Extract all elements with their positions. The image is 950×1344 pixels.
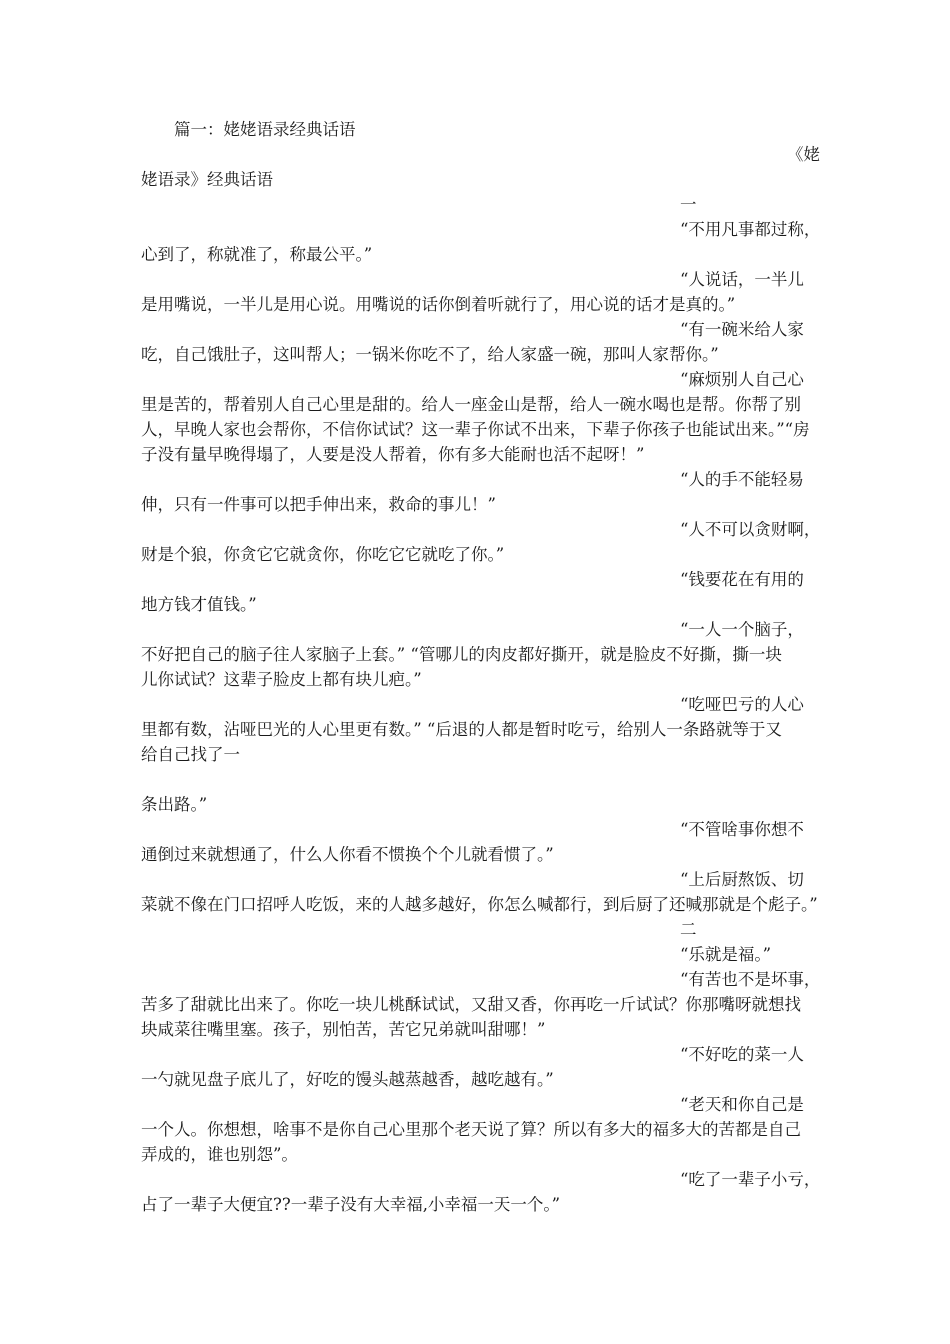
text-line: “人的手不能轻易: [680, 470, 804, 489]
text-line: 一个人。你想想，啥事不是你自己心里那个老天说了算？所以有多大的福多大的苦都是自己: [141, 1120, 801, 1139]
text-line: 苦多了甜就比出来了。你吃一块儿桃酥试试，又甜又香，你再吃一斤试试？你那嘴呀就想找: [141, 995, 801, 1014]
text-line: 心到了，称就准了，称最公平。”: [141, 245, 373, 264]
text-line: “人不可以贪财啊，: [680, 520, 821, 539]
text-line: 菜就不像在门口招呼人吃饭，来的人越多越好，你怎么喊都行，到后厨了还喊那就是个彪子。”: [141, 895, 818, 914]
text-line: “不管啥事你想不: [680, 820, 804, 839]
text-line: “不好吃的菜一人: [680, 1045, 804, 1064]
text-line: “吃了一辈子小亏，: [680, 1170, 821, 1189]
text-line: “乐就是福。”: [680, 945, 772, 964]
text-line: 儿你试试？这辈子脸皮上都有块儿疤。”: [141, 670, 422, 689]
text-line: “人说话，一半儿: [680, 270, 804, 289]
text-line: 财是个狼，你贪它它就贪你，你吃它它就吃了你。”: [141, 545, 505, 564]
text-line: 伸，只有一件事可以把手伸出来，救命的事儿！”: [141, 495, 496, 514]
text-line: 人，早晚人家也会帮你，不信你试试？这一辈子你试不出来，下辈子你孩子也能试出来。”“房: [141, 420, 810, 439]
section-marker-two: 二: [680, 920, 697, 939]
text-line: 通倒过来就想通了，什么人你看不惯换个个儿就看惯了。”: [141, 845, 554, 864]
title-line-2: 姥语录》经典话语: [141, 170, 273, 189]
text-line: 给自己找了一: [141, 745, 240, 764]
text-line: 条出路。”: [141, 795, 208, 814]
text-line: 不好把自己的脑子往人家脑子上套。” “管哪儿的肉皮都好撕开，就是脸皮不好撕，撕一块: [141, 645, 782, 664]
text-line: “有苦也不是坏事，: [680, 970, 821, 989]
text-line: “麻烦别人自己心: [680, 370, 804, 389]
text-line: 里是苦的，帮着别人自己心里是甜的。给人一座金山是帮，给人一碗水喝也是帮。你帮了别: [141, 395, 801, 414]
text-line: “有一碗米给人家: [680, 320, 804, 339]
text-line: 是用嘴说，一半儿是用心说。用嘴说的话你倒着听就行了，用心说的话才是真的。”: [141, 295, 736, 314]
section-marker-one: 一: [680, 195, 697, 214]
text-line: 弄成的，谁也别怨”。: [141, 1145, 298, 1164]
text-line: “不用凡事都过称，: [680, 220, 821, 239]
text-line: 占了一辈子大便宜??一辈子没有大幸福,小幸福一天一个。”: [141, 1195, 561, 1214]
text-line: “上后厨熬饭、切: [680, 870, 804, 889]
text-line: “老天和你自己是: [680, 1095, 804, 1114]
text-line: 块咸菜往嘴里塞。孩子，别怕苦，苦它兄弟就叫甜哪！”: [141, 1020, 546, 1039]
text-line: 子没有量早晚得塌了，人要是没人帮着，你有多大能耐也活不起呀！”: [141, 445, 645, 464]
text-line: 吃，自己饿肚子，这叫帮人；一锅米你吃不了，给人家盛一碗，那叫人家帮你。”: [141, 345, 719, 364]
document-heading: 篇一：姥姥语录经典话语: [174, 120, 356, 139]
text-line: 地方钱才值钱。”: [141, 595, 257, 614]
text-line: 一勺就见盘子底儿了，好吃的馒头越蒸越香，越吃越有。”: [141, 1070, 554, 1089]
text-line: “吃哑巴亏的人心: [680, 695, 804, 714]
text-line: “钱要花在有用的: [680, 570, 804, 589]
text-line: 里都有数，沾哑巴光的人心里更有数。” “后退的人都是暂时吃亏，给别人一条路就等于又: [141, 720, 782, 739]
text-line: “一人一个脑子，: [680, 620, 804, 639]
title-line-1: 《姥: [787, 145, 820, 164]
